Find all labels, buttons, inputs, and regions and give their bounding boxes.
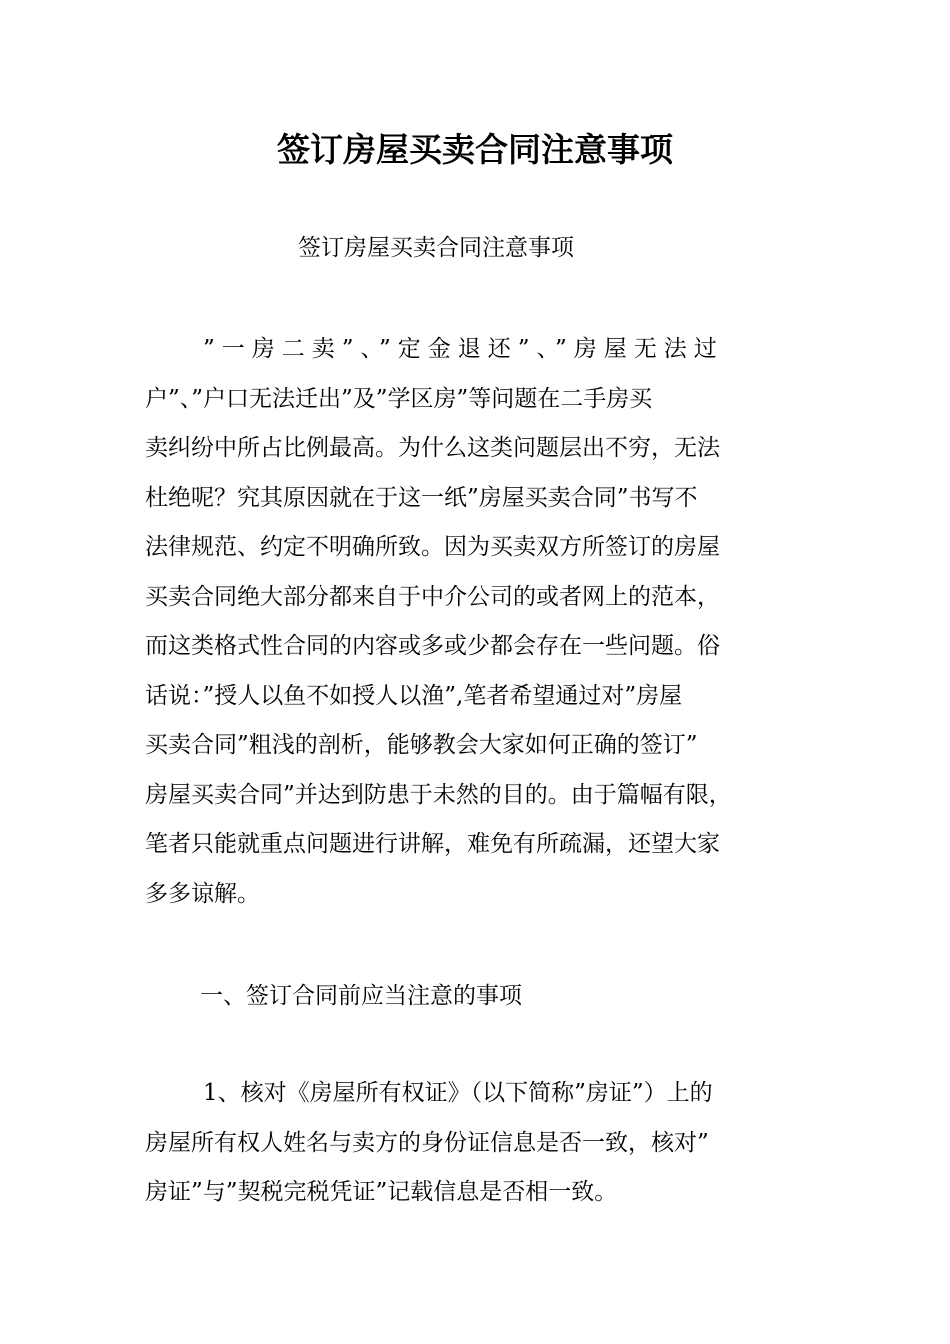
paragraph-line: 房屋所有权人姓名与卖方的身份证信息是否一致，核对” bbox=[145, 1129, 709, 1156]
paragraph-line: 卖纠纷中所占比例最高。为什么这类问题层出不穷，无法 bbox=[145, 435, 720, 461]
paragraph-line: 房证”与”契税完税凭证”记载信息是否相一致。 bbox=[145, 1179, 618, 1205]
paragraph-line: 法律规范、约定不明确所致。因为买卖双方所签订的房屋 bbox=[145, 534, 720, 560]
paragraph-line: 话说：”授人以鱼不如授人以渔”,笔者希望通过对”房屋 bbox=[145, 682, 683, 709]
paragraph-line: 杜绝呢？究其原因就在于这一纸”房屋买卖合同”书写不 bbox=[145, 484, 698, 511]
paragraph-line: 多多谅解。 bbox=[145, 880, 260, 907]
paragraph-item-1 bbox=[145, 1069, 825, 1218]
paragraph-line: 房屋买卖合同”并达到防患于未然的目的。由于篇幅有限， bbox=[145, 781, 732, 808]
paragraph-line: ”一房二卖”、”定金退还”、”房屋无法过 bbox=[203, 336, 724, 362]
document-title: 签订房屋买卖合同注意事项 bbox=[277, 130, 673, 169]
paragraph-line: 买卖合同”粗浅的剖析，能够教会大家如何正确的签订” bbox=[145, 732, 698, 758]
paragraph-line: 而这类格式性合同的内容或多或少都会存在一些问题。俗 bbox=[145, 633, 720, 659]
paragraph-line: 1、核对《房屋所有权证》（以下简称”房证”）上的 bbox=[203, 1080, 713, 1106]
paragraph-line: 买卖合同绝大部分都来自于中介公司的或者网上的范本， bbox=[145, 583, 720, 610]
section-heading-1: 一、签订合同前应当注意的事项 bbox=[200, 983, 522, 1009]
paragraph-intro bbox=[145, 325, 825, 919]
document-subtitle: 签订房屋买卖合同注意事项 bbox=[298, 235, 574, 261]
paragraph-line: 户”、”户口无法迁出”及”学区房”等问题在二手房买 bbox=[145, 385, 653, 412]
paragraph-line: 笔者只能就重点问题进行讲解，难免有所疏漏，还望大家 bbox=[145, 831, 720, 857]
